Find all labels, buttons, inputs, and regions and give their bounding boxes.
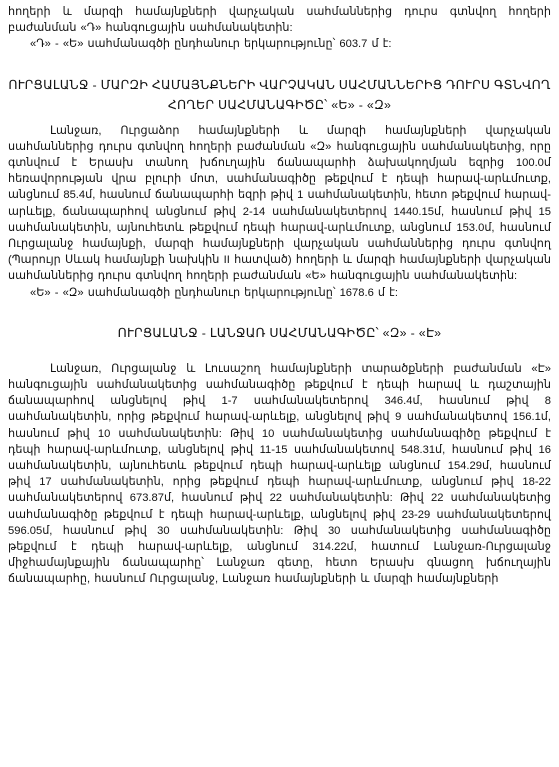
section2-heading: ՈՒՐՑԱԼԱՆՋ - ԼԱՆՋԱՌ ՍԱՀՄԱՆԱԳԻԾԸ՝ «Զ» - «Է» bbox=[117, 325, 442, 340]
intro-total-length: «Դ» - «Ե» սահմանագծի ընդհանուր երկարությունը՝ 603.7 մ է: bbox=[30, 38, 392, 51]
section1-heading: ՈՒՐՑԱԼԱՆՋ - ՄԱՐԶԻ ՀԱՄԱՅՆՔՆԵՐԻ ՎԱՐՉԱԿԱՆ ՍԱՀՄԱՆՆԵՐԻՑ ԴՈՒՐՍ ԳՏՆՎՈՂ ՀՈՂԵՐ ՍԱՀՄԱՆԱԳԻԾԸ՝ «Ե» - «Զ» bbox=[8, 77, 551, 112]
intro-paragraph: հողերի և մարզի համայնքների վարչական սահմաններից դուրս գտնվող հողերի բաժանման «Դ» հանգուցային սահմանակետին: bbox=[8, 6, 551, 35]
section2-paragraph: Լանջառ, Ուրցալանջ և Լուսաշող համայնքների տարածքների բաժանման «Է» հանգուցային սահմանակետից սահմանագիծը թեքվում է դեպի հարավ և դաշտային ճանապարհով անցնելով թիվ 1-7 սահմանակետերով 346.4մ, հասնում թիվ 8 սահմանակետին, որից թեքվում հարավ-արևելք, անցնելով թիվ 9 սահմանակետով 156.1մ, հասնում թիվ 10 սահմանակետին: Թիվ 10 սահմանակետից սահմանագիծը թեքվում է դեպի հարավ-արևմուտք, անցնելով թիվ 11-15 սահմանակետով 548.31մ, հասնում թիվ 16 սահմանակետին, այնուհետև թեքվում դեպի հարավ-արևելք անցնում 154.29մ, հասնում թիվ 17 սահմանակետին, որից թեքվում դեպի հարավ-արևմուտք, անցնում թիվ 18-22 սահմանակետերով 673.87մ, հասնում թիվ 22 սահմանակետին: Թիվ 22 սահմանակետից սահմանագիծը թեքվում է դեպի հարավ-արևելք, անցնելով թիվ 23-29 սահմանակետերով 596.05մ, հասնում թիվ 30 սահմանակետին: Թիվ 30 սահմանակետից սահմանագիծը թեքվում է դեպի հարավ-արևելք, անցնում 314.22մ, հատում Լանջառ-Ուրցալանջ միջհամայնքային ճանապարհը՝ Լանջառ գետը, հետո Երասխ գնացող խճուղային ճանապարհը, հասնում Ուրցալանջ, Լանջառ համայնքների և մարզի համայնքների bbox=[8, 362, 551, 586]
section1-body bbox=[8, 123, 551, 301]
section1-total-length: «Ե» - «Զ» սահմանագծի ընդհանուր երկարությունը՝ 1678.6 մ է: bbox=[30, 286, 398, 299]
section1-paragraph: Լանջառ, Ուրցաձոր համայնքների և մարզի համայնքների վարչական սահմաններից դուրս գտնվող հողերի բաժանման «Զ» հանգուցային սահմանակետից, որը գտնվում է Երասխ տանող խճուղային ճանապարհի ձախակողմյան եզրից 100.0մ հեռավորության վրա բլուրի մոտ, սահմանագիծը թեքվում է դեպի հարավ-արևմուտք, անցնում 85.4մ, հասնում ճանապարհի եզրի թիվ 1 սահմանակետին, հետո թեքվում հարավ-արևելք, ճանապարհով անցնում թիվ 2-14 սահմանակետերով 1440.15մ, հասնում թիվ 15 սահմանակետին, այնուհետև թեքվում դեպի հարավ-արևմուտք, անցնում 153.0մ, հասնում Ուրցալանջ համայնքի, մարզի համայնքների վարչական սահմաններից դուրս գտնվող (Պարույր Սևակ համայնքի նախկին II հատված) հողերի և մարզի համայնքների վարչական սահմաններից դուրս գտնվող հողերի բաժանման «Ե» հանգուցային սահմանակետին: bbox=[8, 124, 551, 283]
